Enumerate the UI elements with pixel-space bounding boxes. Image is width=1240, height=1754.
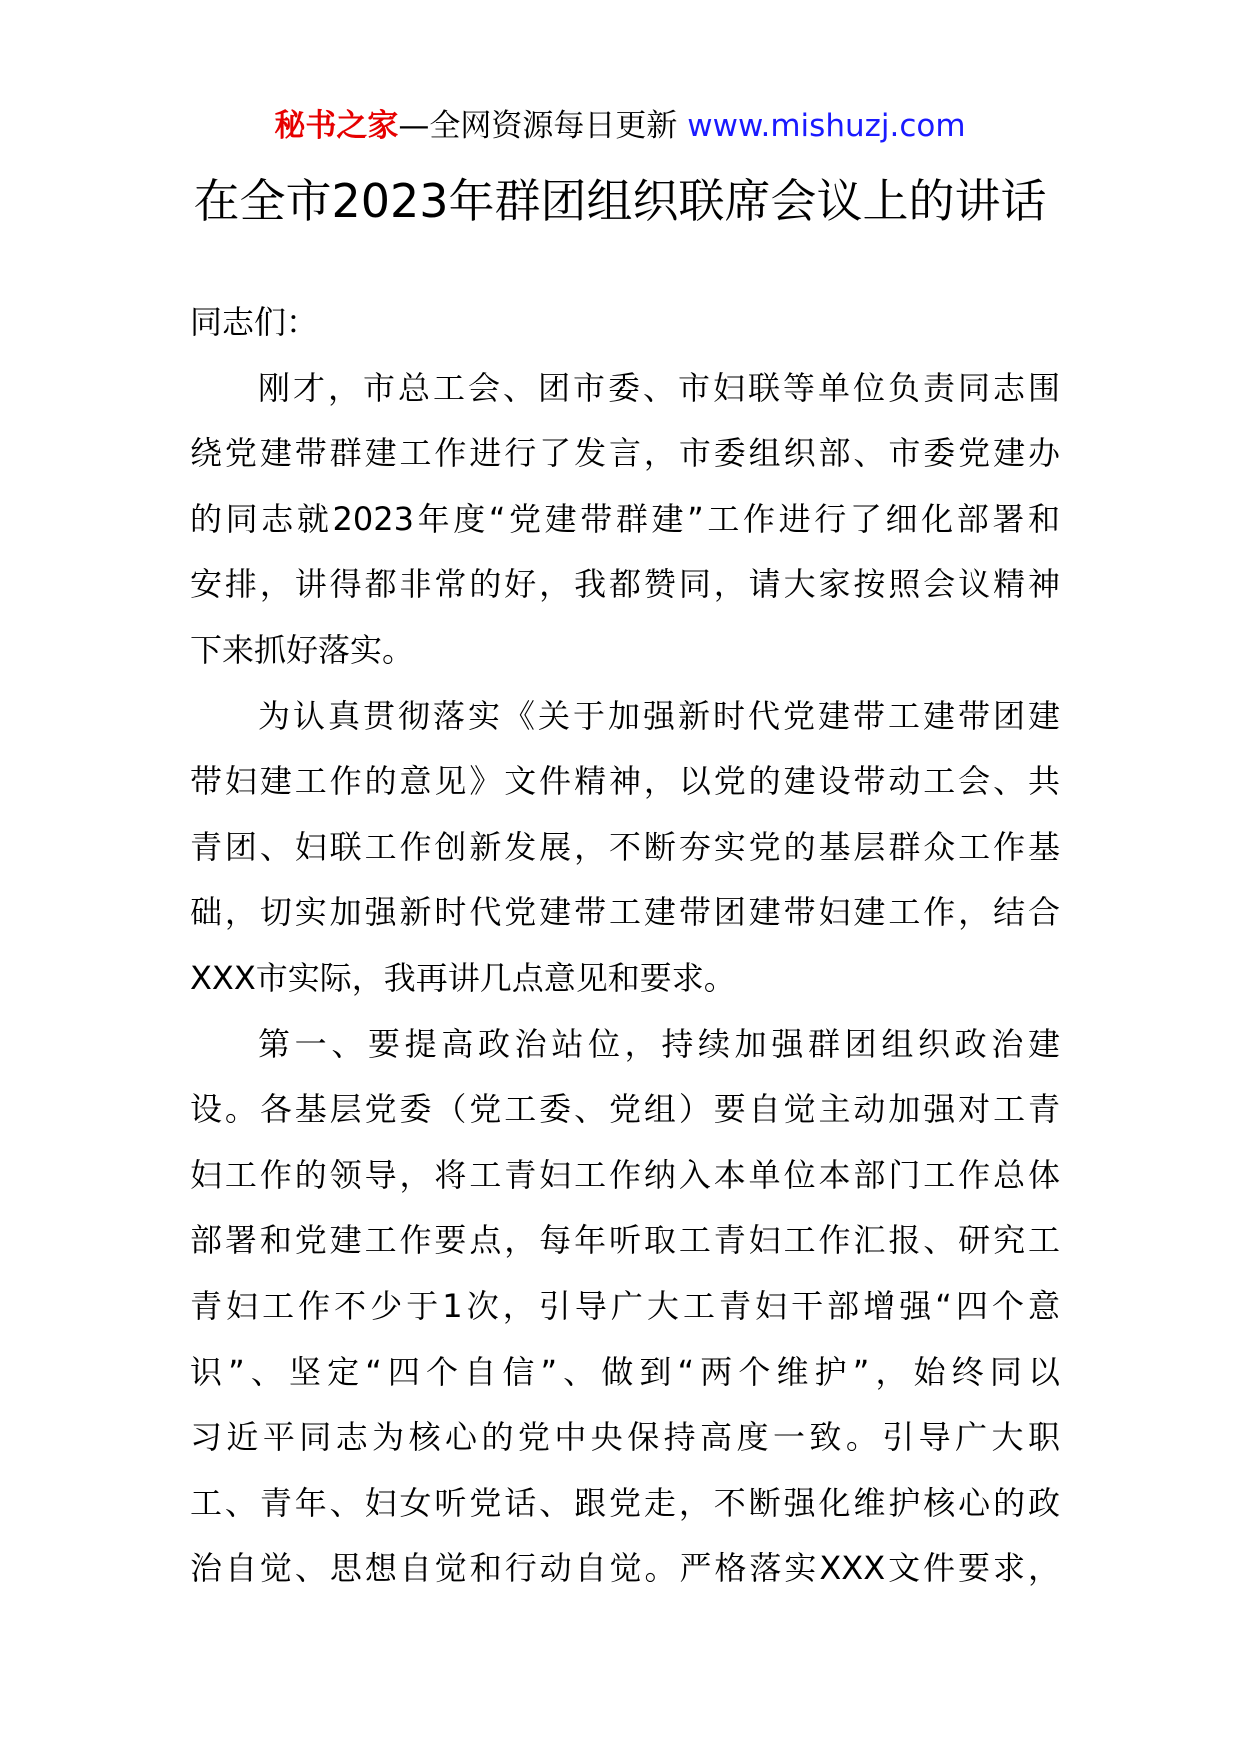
body-line: 的同志就2023年度“党建带群建”工作进行了细化部署和 [190,499,1060,538]
document-body [190,290,1060,1602]
watermark-url[interactable]: www.mishuzj.com [687,108,966,144]
body-line: 同志们： [190,303,319,341]
body-line: 青团、妇联工作创新发展，不断夯实党的基层群众工作基 [190,827,1060,866]
body-line: 识”、坚定“四个自信”、做到“两个维护”，始终同以 [190,1352,1060,1391]
watermark-brand: 秘书之家 [274,108,399,144]
body-line: 妇工作的领导，将工青妇工作纳入本单位本部门工作总体 [190,1155,1060,1194]
document-title: 在全市2023年群团组织联席会议上的讲话 [193,174,1047,228]
body-line: 习近平同志为核心的党中央保持高度一致。引导广大职 [190,1418,1060,1457]
body-line: 绕党建带群建工作进行了发言，市委组织部、市委党建办 [190,434,1060,473]
body-line: 部署和党建工作要点，每年听取工青妇工作汇报、研究工 [190,1221,1060,1260]
watermark-slogan: —全网资源每日更新 [398,108,688,144]
body-line: XXX市实际，我再讲几点意见和要求。 [190,958,736,997]
body-line: 带妇建工作的意见》文件精神，以党的建设带动工会、共 [190,762,1060,801]
body-line: 础，切实加强新时代党建带工建带团建带妇建工作，结合 [190,893,1060,932]
body-line: 工、青年、妇女听党话、跟党走，不断强化维护核心的政 [190,1483,1060,1522]
body-line: 刚才，市总工会、团市委、市妇联等单位负责同志围 [258,368,1060,407]
body-line: 设。各基层党委（党工委、党组）要自觉主动加强对工青 [190,1090,1060,1129]
body-line: 第一、要提高政治站位，持续加强群团组织政治建 [258,1024,1060,1063]
body-line: 青妇工作不少于1次，引导广大工青妇干部增强“四个意 [190,1286,1060,1325]
body-line: 下来抓好落实。 [190,630,415,669]
body-line: 为认真贯彻落实《关于加强新时代党建带工建带团建 [258,696,1060,735]
body-line: 安排，讲得都非常的好，我都赞同，请大家按照会议精神 [190,565,1060,604]
body-line: 治自觉、思想自觉和行动自觉。严格落实XXX文件要求， [190,1549,1060,1588]
watermark-header [0,104,1240,148]
